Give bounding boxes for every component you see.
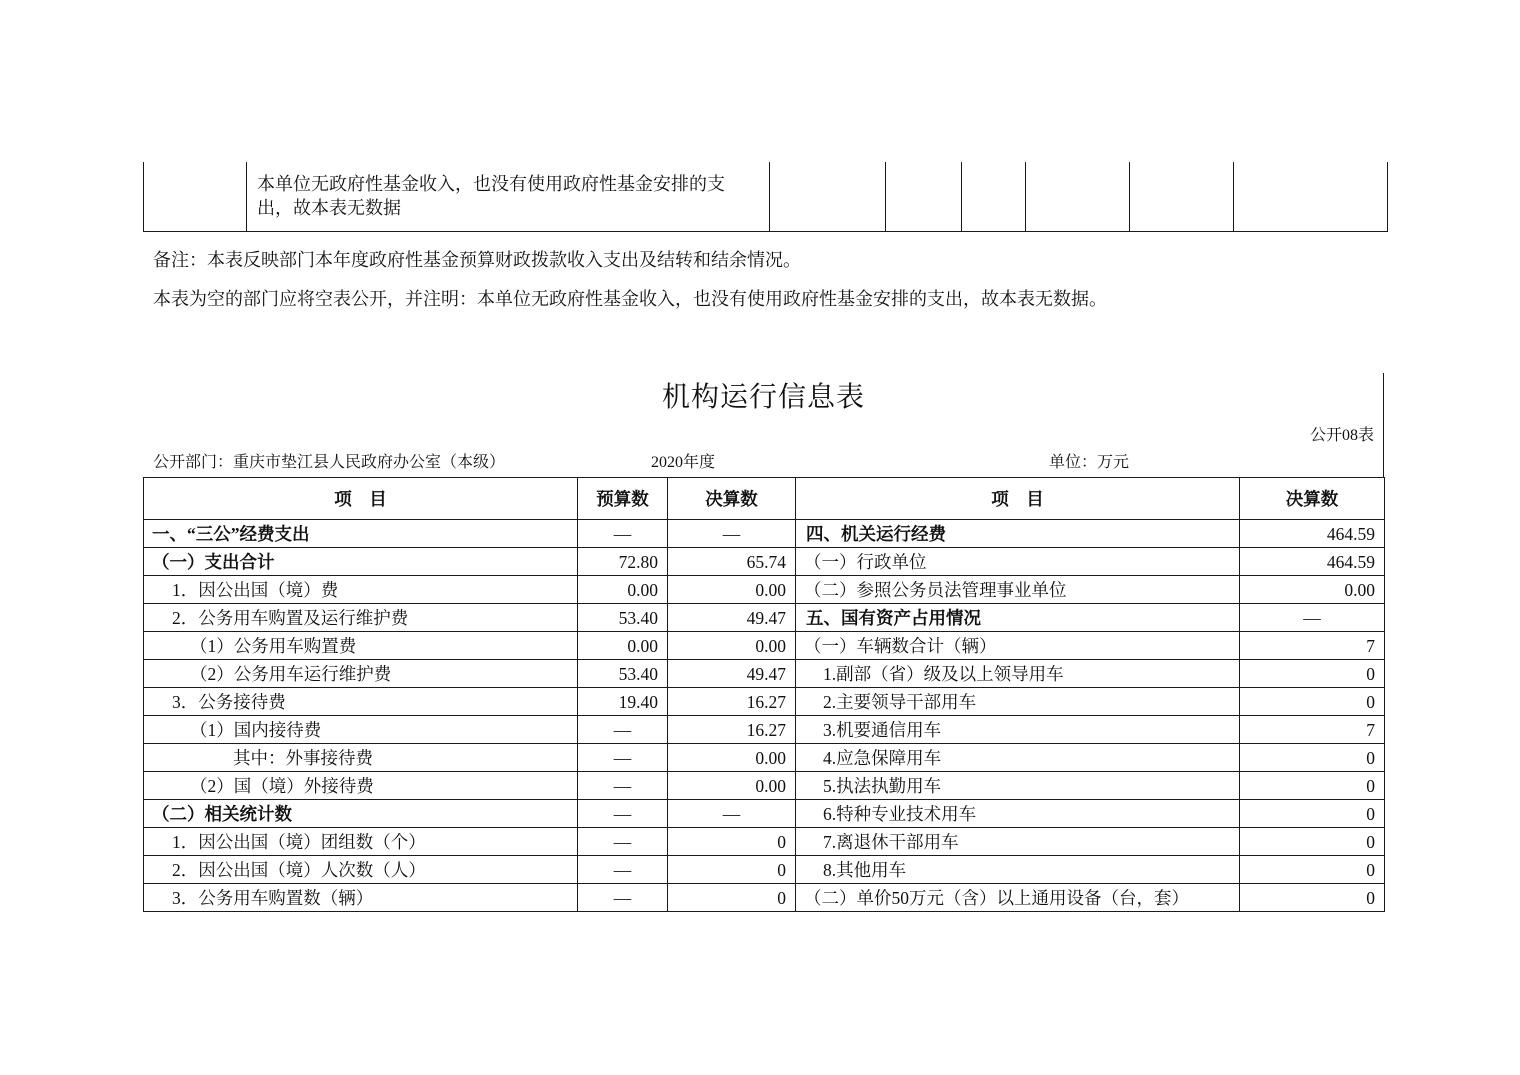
budget-value: 72.80 [578, 548, 668, 576]
prev-table-cell [144, 162, 247, 231]
prev-table-cell [886, 162, 962, 231]
expense-item-label: （二）相关统计数 [144, 800, 578, 828]
prev-table-cell [962, 162, 1026, 231]
table-row [144, 744, 1385, 772]
unit-label: 单位：万元 [1049, 454, 1130, 471]
budget-value: — [578, 828, 668, 856]
operation-actual-value: 0 [1240, 660, 1385, 688]
no-data-note-line: 出，故本表无数据 [257, 198, 401, 219]
prev-table-cell [1130, 162, 1234, 231]
operation-item-label: 2.主要领导干部用车 [796, 688, 1240, 716]
actual-value: 0 [668, 856, 796, 884]
actual-value: 16.27 [668, 716, 796, 744]
operation-item-label: （一）车辆数合计（辆） [796, 632, 1240, 660]
operation-actual-value: 0.00 [1240, 576, 1385, 604]
budget-value: 0.00 [578, 576, 668, 604]
actual-value: — [668, 800, 796, 828]
header-item: 项 目 [144, 478, 578, 520]
expense-item-label: 1．因公出国（境）费 [144, 576, 578, 604]
budget-value: — [578, 772, 668, 800]
budget-value: 19.40 [578, 688, 668, 716]
operation-item-label: 4.应急保障用车 [796, 744, 1240, 772]
actual-value: 49.47 [668, 604, 796, 632]
actual-value: 49.47 [668, 660, 796, 688]
header-item-right: 项 目 [796, 478, 1240, 520]
operation-item-label: 6.特种专业技术用车 [796, 800, 1240, 828]
actual-value: 16.27 [668, 688, 796, 716]
header-actual-right: 决算数 [1240, 478, 1385, 520]
table-row [144, 660, 1385, 688]
expense-item-label: 其中：外事接待费 [144, 744, 578, 772]
actual-value: 0 [668, 828, 796, 856]
operation-item-label: 5.执法执勤用车 [796, 772, 1240, 800]
operation-actual-value: 0 [1240, 688, 1385, 716]
expense-item-label: （2）国（境）外接待费 [144, 772, 578, 800]
table-row [144, 772, 1385, 800]
operation-actual-value: 0 [1240, 828, 1385, 856]
operation-item-label: （二）单价50万元（含）以上通用设备（台，套） [796, 884, 1240, 912]
expense-item-label: 一、“三公”经费支出 [144, 520, 578, 548]
table-row [144, 828, 1385, 856]
no-data-note-line: 本单位无政府性基金收入，也没有使用政府性基金安排的支 [257, 174, 725, 195]
expense-item-label: （1）国内接待费 [144, 716, 578, 744]
budget-value: 0.00 [578, 632, 668, 660]
operation-actual-value: 0 [1240, 744, 1385, 772]
actual-value: 0.00 [668, 744, 796, 772]
actual-value: 0.00 [668, 632, 796, 660]
table-row [144, 520, 1385, 548]
prev-table-note-cell [247, 162, 770, 231]
budget-value: 53.40 [578, 604, 668, 632]
expense-item-label: 1．因公出国（境）团组数（个） [144, 828, 578, 856]
table-row [144, 884, 1385, 912]
expense-item-label: 3．公务用车购置数（辆） [144, 884, 578, 912]
operation-item-label: 五、国有资产占用情况 [796, 604, 1240, 632]
table-row [144, 856, 1385, 884]
budget-value: — [578, 800, 668, 828]
operation-item-label: 7.离退休干部用车 [796, 828, 1240, 856]
expense-item-label: （2）公务用车运行维护费 [144, 660, 578, 688]
budget-value: — [578, 744, 668, 772]
operation-actual-value: 7 [1240, 632, 1385, 660]
department-label: 公开部门：重庆市垫江县人民政府办公室（本级） [153, 454, 506, 471]
budget-value: — [578, 716, 668, 744]
operation-actual-value: 0 [1240, 800, 1385, 828]
table-row [144, 716, 1385, 744]
expense-item-label: （1）公务用车购置费 [144, 632, 578, 660]
operation-actual-value: 0 [1240, 884, 1385, 912]
header-budget: 预算数 [578, 478, 668, 520]
table-row [144, 688, 1385, 716]
table-row [144, 162, 1388, 231]
expense-item-label: 3．公务接待费 [144, 688, 578, 716]
government-fund-table-continuation [143, 162, 1388, 232]
operation-actual-value: 464.59 [1240, 520, 1385, 548]
operation-actual-value: 0 [1240, 856, 1385, 884]
operation-item-label: 3.机要通信用车 [796, 716, 1240, 744]
table-row [144, 576, 1385, 604]
fiscal-year-label: 2020年度 [651, 454, 716, 471]
remark-note: 本表为空的部门应将空表公开，并注明：本单位无政府性基金收入，也没有使用政府性基金安排的支出，故本表无数据。 [153, 289, 1107, 309]
operation-item-label: （一）行政单位 [796, 548, 1240, 576]
budget-value: — [578, 884, 668, 912]
header-row [144, 478, 1385, 520]
actual-value: — [668, 520, 796, 548]
remark-note: 备注：本表反映部门本年度政府性基金预算财政拨款收入支出及结转和结余情况。 [153, 250, 801, 270]
actual-value: 0 [668, 884, 796, 912]
budget-value: — [578, 520, 668, 548]
table-row [144, 632, 1385, 660]
operation-actual-value: 464.59 [1240, 548, 1385, 576]
operation-actual-value: 7 [1240, 716, 1385, 744]
budget-value: — [578, 856, 668, 884]
prev-table-cell [770, 162, 886, 231]
operation-actual-value: — [1240, 604, 1385, 632]
actual-value: 65.74 [668, 548, 796, 576]
prev-table-cell [1234, 162, 1388, 231]
expense-item-label: 2．公务用车购置及运行维护费 [144, 604, 578, 632]
expense-item-label: 2．因公出国（境）人次数（人） [144, 856, 578, 884]
expense-item-label: （一）支出合计 [144, 548, 578, 576]
operation-actual-value: 0 [1240, 772, 1385, 800]
operation-item-label: 8.其他用车 [796, 856, 1240, 884]
agency-operation-info-table [143, 477, 1385, 912]
operation-item-label: 1.副部（省）级及以上领导用车 [796, 660, 1240, 688]
table-row [144, 800, 1385, 828]
prev-table-cell [1026, 162, 1130, 231]
form-number: 公开08表 [1309, 427, 1374, 444]
table-row [144, 604, 1385, 632]
header-actual: 决算数 [668, 478, 796, 520]
table-row [144, 548, 1385, 576]
operation-item-label: 四、机关运行经费 [796, 520, 1240, 548]
actual-value: 0.00 [668, 576, 796, 604]
actual-value: 0.00 [668, 772, 796, 800]
operation-item-label: （二）参照公务员法管理事业单位 [796, 576, 1240, 604]
report-body [144, 520, 1385, 912]
budget-value: 53.40 [578, 660, 668, 688]
report-title: 机构运行信息表 [661, 382, 865, 413]
